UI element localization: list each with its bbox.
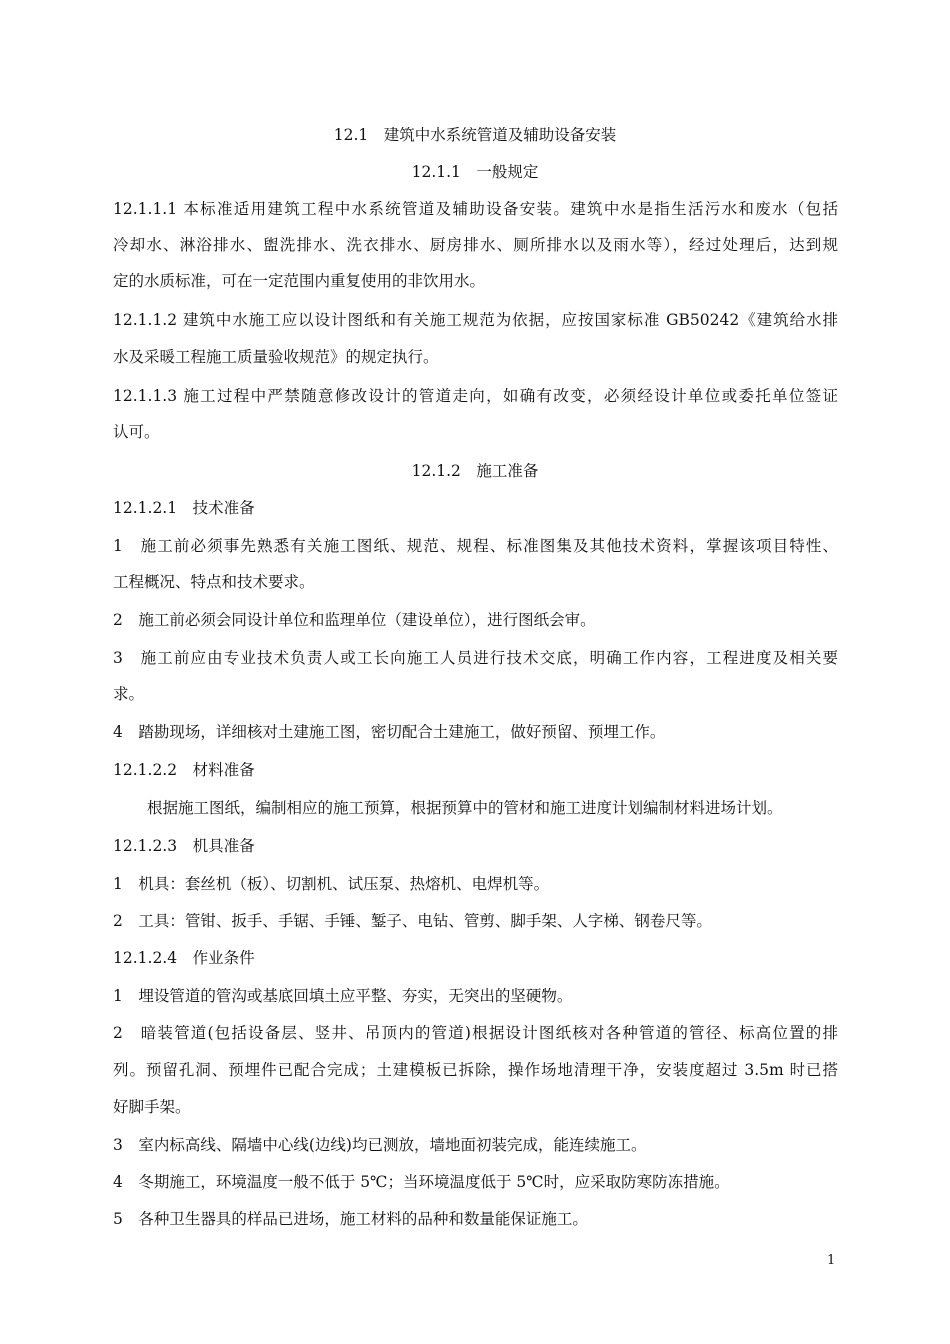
subsection-title-preparation: 12.1.2 施工准备 (411, 462, 539, 480)
list-item-line: 1 机具：套丝机（板）、切割机、试压泵、热熔机、电焊机等。 (113, 875, 550, 893)
list-item-line: 1 施工前必须事先熟悉有关施工图纸、规范、规程、标准图集及其他技术资料，掌握该项目特性、 (113, 537, 838, 555)
list-item-line: 5 各种卫生器具的样品已进场，施工材料的品种和数量能保证施工。 (113, 1210, 588, 1228)
list-item-line: 2 施工前必须会同设计单位和监理单位（建设单位），进行图纸会审。 (113, 611, 596, 629)
paragraph-line: 冷却水、淋浴排水、盥洗排水、洗衣排水、厨房排水、厕所排水以及雨水等），经过处理后，达到规 (113, 236, 838, 254)
list-item-line: 2 暗装管道(包括设备层、竖井、吊顶内的管道)根据设计图纸核对各种管道的管径、标高位置的排 (113, 1024, 838, 1042)
list-item-line: 3 施工前应由专业技术负责人或工长向施工人员进行技术交底，明确工作内容，工程进度及相关要 (113, 649, 838, 667)
paragraph-line: 12.1.1.2 建筑中水施工应以设计图纸和有关施工规范为依据，应按国家标准 GB50242《建筑给水排 (113, 311, 838, 329)
page-number: 1 (827, 1253, 836, 1268)
heading-technical-preparation: 12.1.2.1 技术准备 (113, 499, 255, 517)
paragraph-line: 认可。 (113, 423, 160, 441)
subsection-title-general: 12.1.1 一般规定 (411, 163, 539, 181)
list-item-line: 列。预留孔洞、预埋件已配合完成；土建模板已拆除，操作场地清理干净，安装度超过 3.5m 时已搭 (113, 1061, 838, 1079)
paragraph-line: 定的水质标准，可在一定范围内重复使用的非饮用水。 (113, 272, 486, 290)
list-item-line: 好脚手架。 (113, 1098, 191, 1116)
list-item-line: 1 埋设管道的管沟或基底回填土应平整、夯实，无突出的坚硬物。 (113, 987, 573, 1005)
heading-material-preparation: 12.1.2.2 材料准备 (113, 761, 255, 779)
list-item-line: 4 踏勘现场，详细核对土建施工图，密切配合土建施工，做好预留、预埋工作。 (113, 723, 666, 741)
paragraph-line: 12.1.1.3 施工过程中严禁随意修改设计的管道走向，如确有改变，必须经设计单位或委托单位签证 (113, 387, 838, 405)
list-item-line: 求。 (113, 685, 145, 703)
list-item-line: 工程概况、特点和技术要求。 (113, 573, 315, 591)
heading-tool-preparation: 12.1.2.3 机具准备 (113, 837, 255, 855)
heading-work-conditions: 12.1.2.4 作业条件 (113, 949, 255, 967)
list-item-line: 2 工具：管钳、扳手、手锯、手锤、錾子、电钻、管剪、脚手架、人字梯、钢卷尺等。 (113, 912, 712, 930)
list-item-line: 3 室内标高线、隔墙中心线(边线)均已测放，墙地面初装完成，能连续施工。 (113, 1136, 647, 1154)
section-title: 12.1 建筑中水系统管道及辅助设备安装 (333, 126, 617, 144)
paragraph-line: 12.1.1.1 本标准适用建筑工程中水系统管道及辅助设备安装。建筑中水是指生活污水和废水（包括 (113, 200, 838, 218)
paragraph-line: 水及采暖工程施工质量验收规范》的规定执行。 (113, 348, 439, 366)
list-item-line: 4 冬期施工，环境温度一般不低于 5℃；当环境温度低于 5℃时，应采取防寒防冻措施。 (113, 1173, 730, 1191)
paragraph-line: 根据施工图纸，编制相应的施工预算，根据预算中的管材和施工进度计划编制材料进场计划。 (147, 799, 783, 817)
